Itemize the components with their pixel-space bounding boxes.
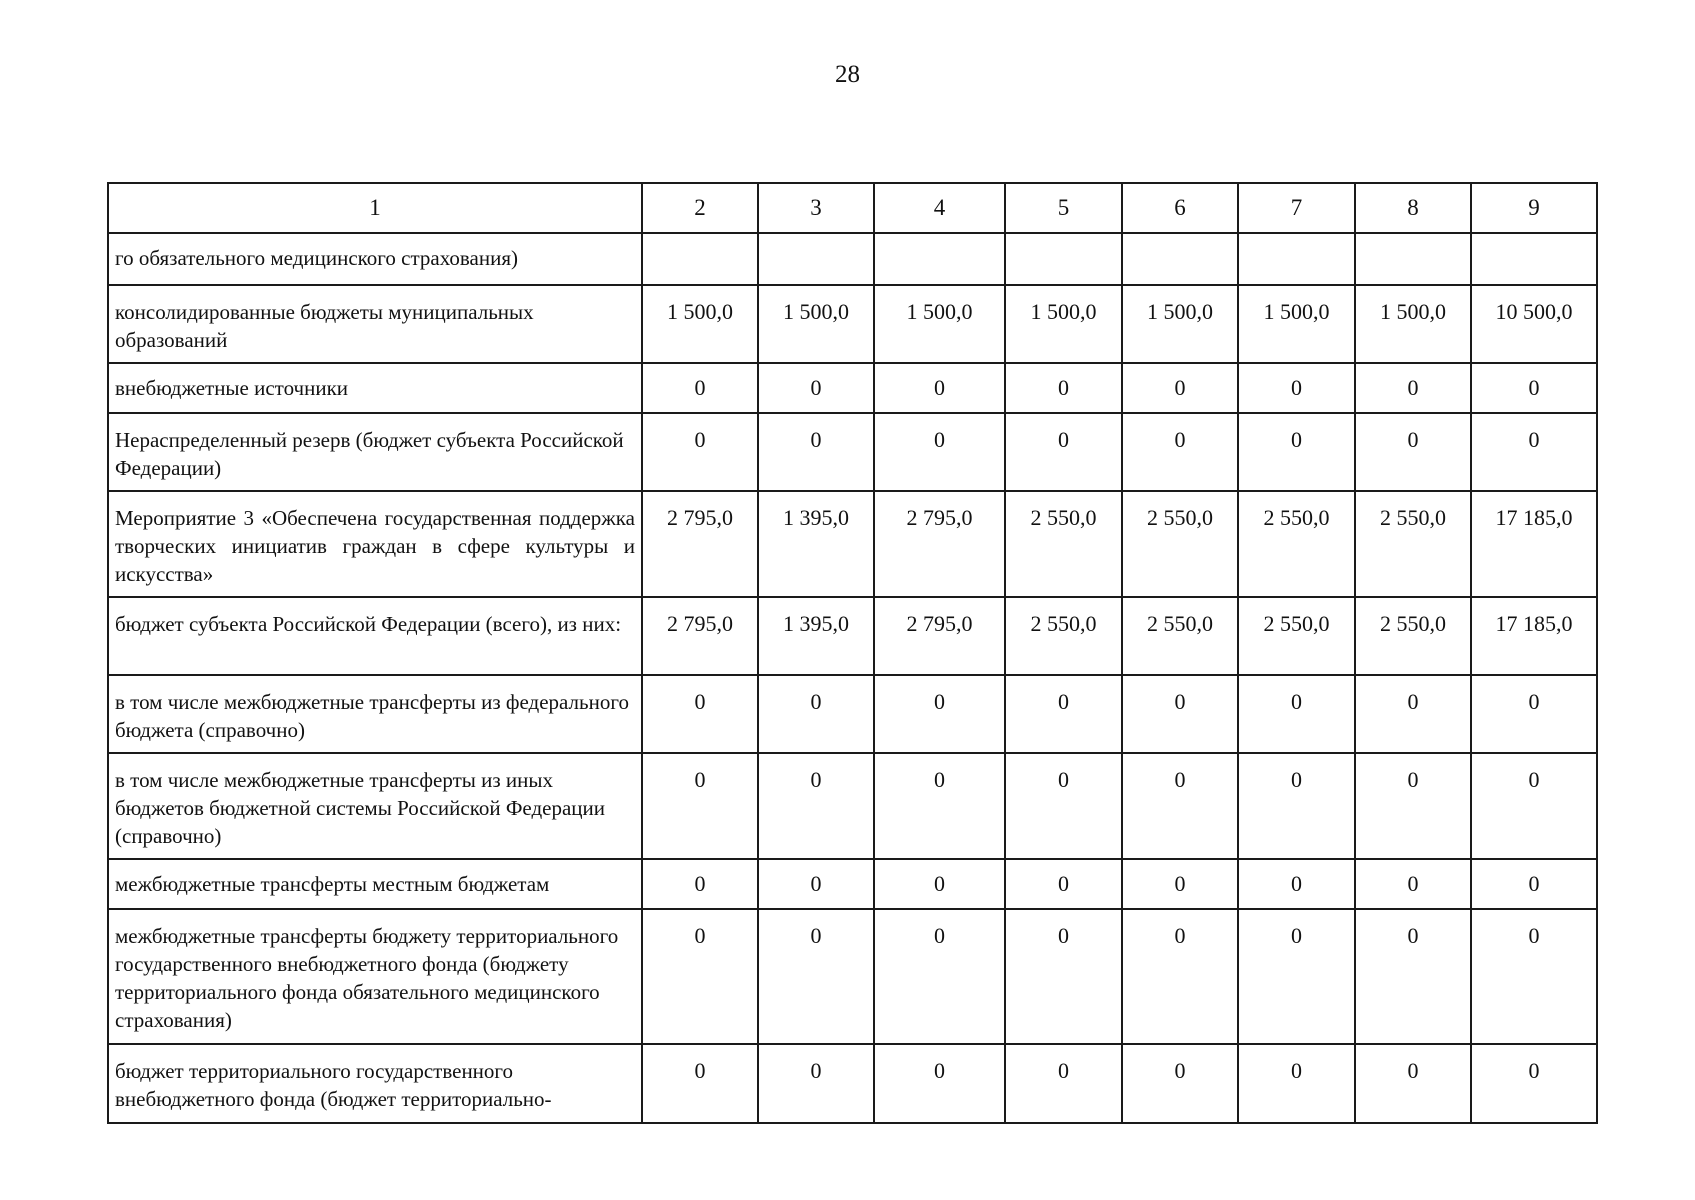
row-value (1122, 233, 1238, 285)
table-row (108, 597, 1597, 675)
column-header: 8 (1355, 183, 1471, 233)
row-value (1005, 233, 1122, 285)
row-value: 0 (874, 1044, 1005, 1123)
row-value: 0 (758, 909, 874, 1044)
row-value: 0 (1238, 753, 1355, 859)
row-value: 2 795,0 (642, 597, 758, 675)
row-value: 0 (1355, 753, 1471, 859)
column-header: 5 (1005, 183, 1122, 233)
row-label: межбюджетные трансферты местным бюджетам (108, 859, 642, 909)
column-number-row (108, 183, 1597, 233)
row-value: 0 (1122, 909, 1238, 1044)
row-value: 0 (1238, 909, 1355, 1044)
row-value: 0 (642, 909, 758, 1044)
row-value (874, 233, 1005, 285)
row-value: 0 (874, 909, 1005, 1044)
table-row (108, 753, 1597, 859)
table-row (108, 909, 1597, 1044)
row-value (758, 233, 874, 285)
row-value: 0 (1005, 413, 1122, 491)
row-value: 1 500,0 (1005, 285, 1122, 363)
row-value: 0 (874, 363, 1005, 413)
row-value: 0 (758, 363, 874, 413)
column-header: 9 (1471, 183, 1597, 233)
row-value: 0 (642, 675, 758, 753)
row-value: 0 (642, 1044, 758, 1123)
row-value: 0 (1238, 1044, 1355, 1123)
row-value: 0 (1005, 753, 1122, 859)
column-header: 3 (758, 183, 874, 233)
row-label: внебюджетные источники (108, 363, 642, 413)
column-header: 6 (1122, 183, 1238, 233)
row-label: бюджет территориального государственного внебюджетного фонда (бюджет территориально- (108, 1044, 642, 1123)
row-label: Мероприятие 3 «Обеспечена государственная поддержка творческих инициатив граждан в сфере культуры и искусства» (108, 491, 642, 597)
row-value: 0 (1122, 413, 1238, 491)
table-row (108, 675, 1597, 753)
row-value: 0 (1355, 413, 1471, 491)
row-value (642, 233, 758, 285)
row-value: 1 500,0 (758, 285, 874, 363)
row-value (1238, 233, 1355, 285)
row-value: 0 (758, 859, 874, 909)
row-value: 2 550,0 (1355, 597, 1471, 675)
row-value: 0 (1238, 675, 1355, 753)
row-value: 10 500,0 (1471, 285, 1597, 363)
row-value: 0 (1471, 1044, 1597, 1123)
table-row (108, 285, 1597, 363)
row-value: 17 185,0 (1471, 491, 1597, 597)
row-value: 2 550,0 (1122, 491, 1238, 597)
row-label: го обязательного медицинского страхования) (108, 233, 642, 285)
row-value: 2 795,0 (874, 491, 1005, 597)
row-label: бюджет субъекта Российской Федерации (всего), из них: (108, 597, 642, 675)
page-number: 28 (835, 61, 860, 88)
row-value: 0 (1355, 675, 1471, 753)
row-label: в том числе межбюджетные трансферты из иных бюджетов бюджетной системы Российской Федерации (справочно) (108, 753, 642, 859)
row-value: 1 500,0 (1122, 285, 1238, 363)
row-value: 17 185,0 (1471, 597, 1597, 675)
row-value: 2 550,0 (1005, 597, 1122, 675)
row-value: 0 (1355, 909, 1471, 1044)
row-label: в том числе межбюджетные трансферты из федерального бюджета (справочно) (108, 675, 642, 753)
row-value: 0 (1471, 363, 1597, 413)
row-value: 0 (874, 859, 1005, 909)
row-value: 0 (1122, 675, 1238, 753)
row-value: 2 550,0 (1005, 491, 1122, 597)
row-value (1355, 233, 1471, 285)
row-label: межбюджетные трансферты бюджету территориального государственного внебюджетного фонда (бюджету территориального фонда обязательного медицинского страхования) (108, 909, 642, 1044)
row-value: 2 795,0 (874, 597, 1005, 675)
row-value: 0 (1471, 413, 1597, 491)
row-value: 0 (642, 363, 758, 413)
row-value: 0 (1238, 363, 1355, 413)
row-value: 0 (758, 753, 874, 859)
column-header: 7 (1238, 183, 1355, 233)
row-value: 0 (758, 675, 874, 753)
row-value: 0 (874, 753, 1005, 859)
column-header: 2 (642, 183, 758, 233)
table-row (108, 413, 1597, 491)
row-value: 0 (1122, 363, 1238, 413)
row-value: 0 (1122, 753, 1238, 859)
row-value: 0 (1355, 859, 1471, 909)
row-value: 0 (1238, 859, 1355, 909)
row-value: 1 395,0 (758, 597, 874, 675)
table-row (108, 491, 1597, 597)
row-value: 0 (1122, 1044, 1238, 1123)
row-value: 0 (1471, 753, 1597, 859)
row-value: 1 500,0 (1355, 285, 1471, 363)
row-value: 2 550,0 (1238, 597, 1355, 675)
row-value: 0 (1471, 675, 1597, 753)
row-label: консолидированные бюджеты муниципальных образований (108, 285, 642, 363)
table-row (108, 859, 1597, 909)
row-value: 0 (1005, 363, 1122, 413)
column-header: 4 (874, 183, 1005, 233)
row-value: 0 (1471, 859, 1597, 909)
row-value: 0 (1122, 859, 1238, 909)
row-value: 2 550,0 (1122, 597, 1238, 675)
row-label: Нераспределенный резерв (бюджет субъекта Российской Федерации) (108, 413, 642, 491)
table-row (108, 1044, 1597, 1123)
row-value: 0 (1005, 1044, 1122, 1123)
table-row (108, 363, 1597, 413)
row-value: 0 (1005, 675, 1122, 753)
row-value: 0 (758, 413, 874, 491)
column-header: 1 (108, 183, 642, 233)
row-value: 2 550,0 (1238, 491, 1355, 597)
budget-table (107, 182, 1598, 1124)
row-value: 0 (1355, 363, 1471, 413)
row-value (1471, 233, 1597, 285)
row-value: 0 (1238, 413, 1355, 491)
row-value: 1 500,0 (874, 285, 1005, 363)
row-value: 1 500,0 (642, 285, 758, 363)
row-value: 0 (1471, 909, 1597, 1044)
row-value: 0 (874, 413, 1005, 491)
row-value: 0 (642, 859, 758, 909)
row-value: 2 550,0 (1355, 491, 1471, 597)
row-value: 1 500,0 (1238, 285, 1355, 363)
row-value: 0 (1005, 859, 1122, 909)
table-row (108, 233, 1597, 285)
row-value: 0 (1355, 1044, 1471, 1123)
row-value: 0 (874, 675, 1005, 753)
row-value: 1 395,0 (758, 491, 874, 597)
row-value: 0 (758, 1044, 874, 1123)
row-value: 2 795,0 (642, 491, 758, 597)
row-value: 0 (1005, 909, 1122, 1044)
row-value: 0 (642, 413, 758, 491)
row-value: 0 (642, 753, 758, 859)
